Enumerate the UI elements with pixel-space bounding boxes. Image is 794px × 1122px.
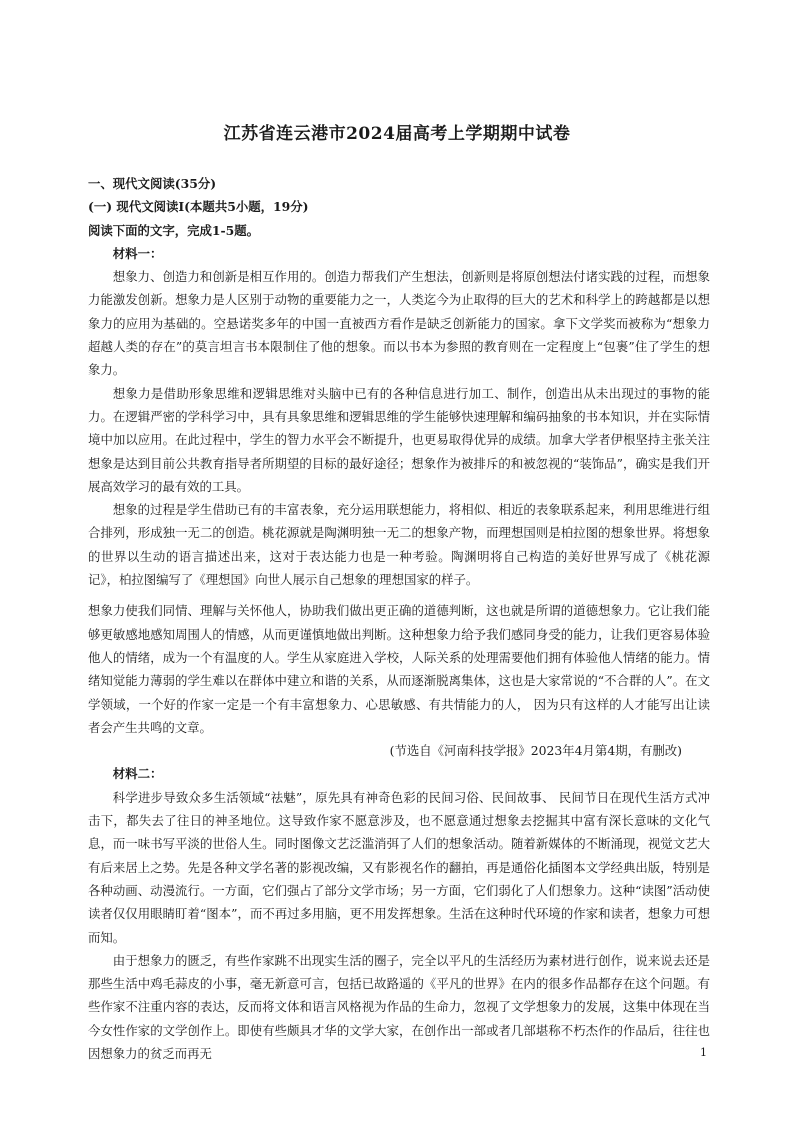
- subsection-heading: (一) 现代文阅读Ⅰ(本题共5小题，19分): [88, 199, 309, 215]
- material1-paragraph: 想象力是借助形象思维和逻辑思维对头脑中已有的各种信息进行加工、制作，创造出从未出现过的事物的能力。在逻辑严密的学科学习中，具有具象思维和逻辑思维的学生能够快速理解和编码抽象的书本知识，并在实际情境中加以应用。在此过程中，学生的智力水平会不断提升，也更易取得优异的成绩。加拿大学者伊根坚持主张关注想象是达到目前公共教育指导者所期望的目标的最好途径；想象作为被排斥的和被忽视的“装饰品”，确实是我们开展高效学习的最有效的工具。: [88, 385, 710, 494]
- material1-label: 材料一：: [112, 245, 163, 261]
- material1-source: (节选自《河南科技学报》2023年4月第4期，有删改): [389, 743, 682, 759]
- page-number: 1: [700, 1046, 707, 1059]
- exam-title: 江苏省连云港市2024届高考上学期期中试卷: [223, 124, 571, 144]
- reading-instruction: 阅读下面的文字，完成1-5题。: [88, 222, 260, 238]
- section-heading: 一、现代文阅读(35分): [88, 176, 217, 191]
- exam-content: [88, 172, 710, 1065]
- material2-paragraph: 由于想象力的匮乏，有些作家跳不出现实生活的圈子，完全以平凡的生活经历为素材进行创作，说来说去还是那些生活中鸡毛蒜皮的小事，毫无新意可言，包括已故路遥的《平凡的世界》在内的很多作品都存在这个问题。有些作家不注重内容的表达，反而将文体和语言风格视为作品的生命力，忽视了文学想象力的发展，这集中体现在当今女性作家的文学创作上。即使有些颇具才华的文学大家，在创作出一部或者几部堪称不朽杰作的作品后，往往也因想象力的贫乏而再无: [88, 952, 710, 1061]
- material2-paragraph: 科学进步导致众多生活领域“祛魅”，原先具有神奇色彩的民间习俗、民间故事、 民间节日在现代生活方式冲击下，都失去了往日的神圣地位。这导致作家不愿意涉及，也不愿意通过想象去挖掘其中富有深长意味的文化气息，而一味书写平淡的世俗人生。同时图像文艺泛滥消弭了人们的想象活动。随着新媒体的不断涌现，视觉文艺大有后来居上之势。先是各种文学名著的影视改编，又有影视名作的翻拍，再是通俗化插图本文学经典出版，特别是各种动画、动漫流行。一方面，它们强占了部分文学市场；另一方面，它们弱化了人们想象力。这种“读图”活动使读者仅仅用眼睛盯着“图本”，而不再过多用脑，更不用发挥想象。生活在这种时代环境的作家和读者，想象力可想而知。: [88, 789, 710, 945]
- material1-paragraph: 想象的过程是学生借助已有的丰富表象，充分运用联想能力，将相似、相近的表象联系起来，利用思维进行组合排列，形成独一无二的创造。桃花源就是陶渊明独一无二的想象产物，而理想国则是柏拉图的想象世界。将想象的世界以生动的语言描述出来，这对于表达能力也是一种考验。陶渊明将自己构造的美好世界写成了《桃花源记》，柏拉图编写了《理想国》向世人展示自己想象的理想国家的样子。: [88, 502, 710, 588]
- material2-label: 材料二：: [112, 766, 163, 782]
- material1-paragraph: 想象力使我们同情、理解与关怀他人，协助我们做出更正确的道德判断，这也就是所谓的道德想象力。它让我们能够更敏感地感知周围人的情感，从而更谨慎地做出判断。这种想象力给予我们感同身受的能力，让我们更容易体验他人的情绪，成为一个有温度的人。学生从家庭进入学校，人际关系的处理需要他们拥有体验他人情绪的能力。情绪知觉能力薄弱的学生难以在群体中建立和谐的关系，从而逐渐脱离集体，这也是大家常说的“不合群的人”。在文学领域，一个好的作家一定是一个有丰富想象力、心思敏感、有共情能力的人， 因为只有这样的人才能写出让读者会产生共鸣的文章。: [88, 603, 710, 735]
- material1-paragraph: 想象力、创造力和创新是相互作用的。创造力帮我们产生想法，创新则是将原创想法付诸实践的过程，而想象力能激发创新。想象力是人区别于动物的重要能力之一，人类迄今为止取得的巨大的艺术和科学上的跨越都是以想象力的应用为基础的。空悬诺奖多年的中国一直被西方看作是缺乏创新能力的国家。拿下文学奖而被称为“想象力超越人类的存在”的莫言坦言书本限制住了他的想象。而以书本为参照的教育则在一定程度上“包裹”住了学生的想象力。: [88, 269, 710, 378]
